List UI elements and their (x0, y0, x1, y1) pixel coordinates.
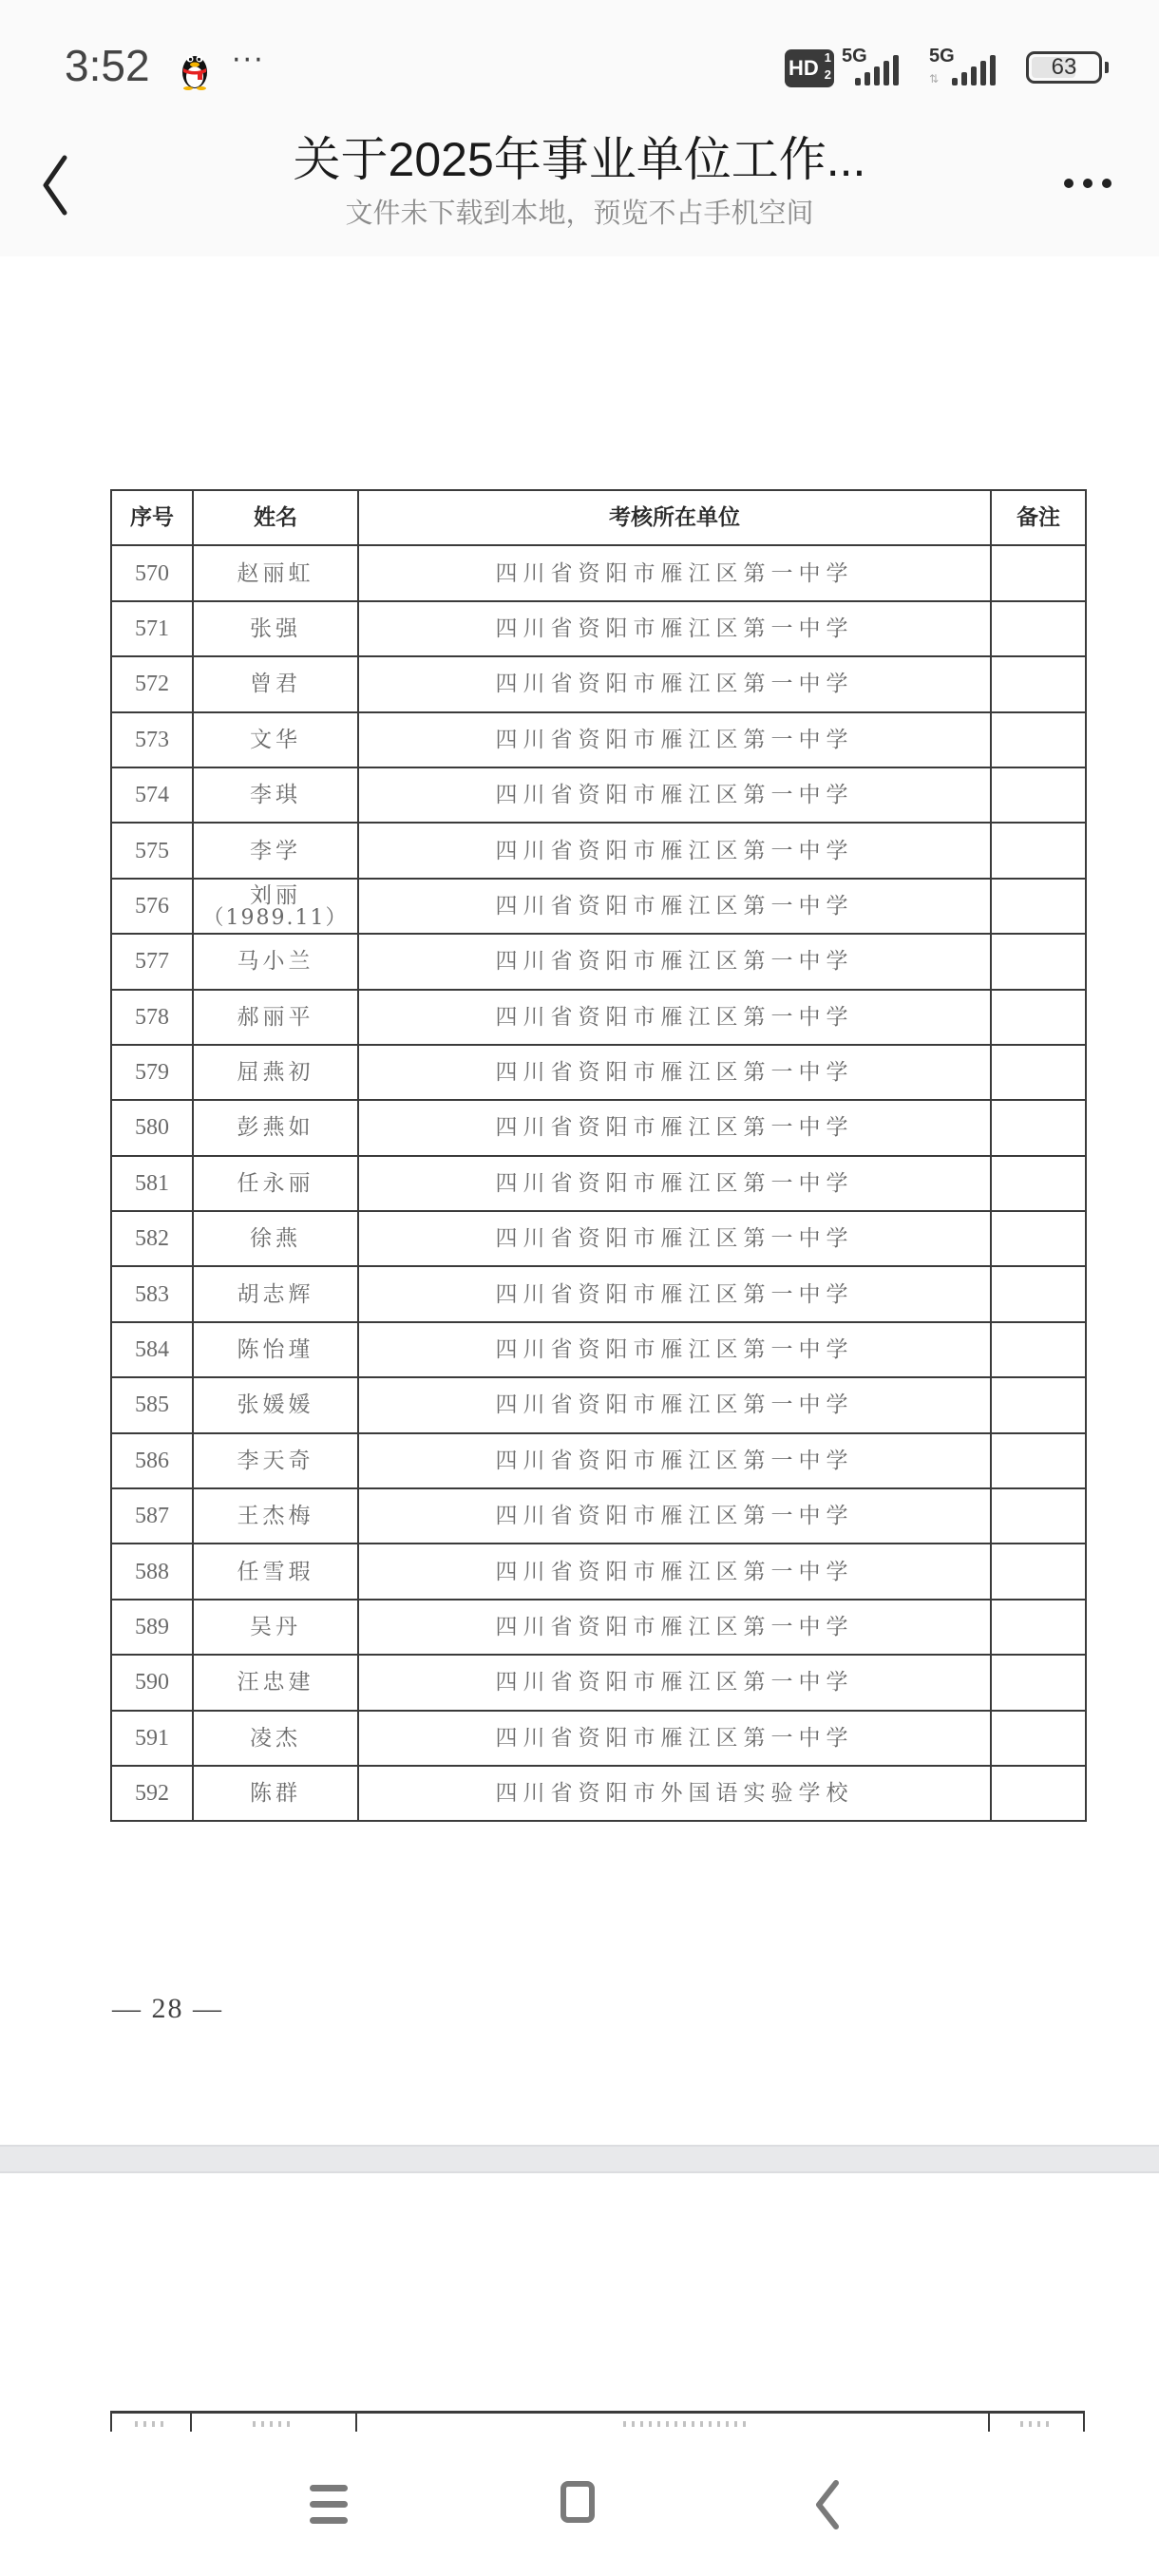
row-seq: 581 (111, 1156, 193, 1211)
table-row (111, 712, 1086, 767)
row-name-text: 陈群 (250, 1781, 301, 1807)
row-unit: 四川省资阳市雁江区第一中学 (358, 823, 991, 878)
row-name (193, 1377, 358, 1432)
row-unit: 四川省资阳市雁江区第一中学 (358, 934, 991, 989)
row-seq: 573 (111, 712, 193, 767)
row-name-text: 张强 (250, 616, 301, 641)
row-note (991, 1156, 1086, 1211)
back-button[interactable] (32, 152, 89, 218)
row-seq: 587 (111, 1488, 193, 1544)
row-name (193, 545, 358, 600)
table-row (111, 1322, 1086, 1377)
row-name-text: 汪忠建 (237, 1670, 314, 1695)
row-note (991, 1377, 1086, 1432)
row-note (991, 990, 1086, 1045)
battery-level: 63 (1051, 54, 1077, 80)
row-seq: 592 (111, 1766, 193, 1821)
row-name (193, 1655, 358, 1710)
row-name (193, 1711, 358, 1766)
row-unit: 四川省资阳市雁江区第一中学 (358, 601, 991, 656)
more-notifications-indicator: ··· (232, 44, 265, 77)
row-name (193, 1100, 358, 1155)
table-row (111, 823, 1086, 878)
column-header-note: 备注 (991, 490, 1086, 545)
row-unit: 四川省资阳市外国语实验学校 (358, 1766, 991, 1821)
row-note (991, 1600, 1086, 1655)
row-unit: 四川省资阳市雁江区第一中学 (358, 1600, 991, 1655)
preview-notice: 文件未下载到本地，预览不占手机空间 (345, 197, 814, 229)
row-name (193, 767, 358, 823)
row-name-text: 刘丽 (250, 882, 301, 908)
table-row (111, 1488, 1086, 1544)
table-row (111, 1156, 1086, 1211)
row-note (991, 1766, 1086, 1821)
row-note (991, 1655, 1086, 1710)
table-row (111, 1544, 1086, 1599)
table-row (111, 879, 1086, 934)
row-name-text: 胡志辉 (237, 1281, 314, 1307)
table-row (111, 1045, 1086, 1100)
signal-5g-sim2-icon: 5G ⇅ (929, 46, 1015, 87)
row-note (991, 1488, 1086, 1544)
table-row (111, 656, 1086, 711)
personnel-table (110, 489, 1087, 1822)
row-note (991, 1322, 1086, 1377)
signal-5g-sim1-icon: 5G (842, 46, 906, 87)
row-name-text: 任永丽 (237, 1170, 314, 1196)
row-unit: 四川省资阳市雁江区第一中学 (358, 767, 991, 823)
row-unit: 四川省资阳市雁江区第一中学 (358, 1266, 991, 1321)
row-note (991, 934, 1086, 989)
table-row (111, 1211, 1086, 1266)
row-unit: 四川省资阳市雁江区第一中学 (358, 1488, 991, 1544)
table-row (111, 934, 1086, 989)
row-unit: 四川省资阳市雁江区第一中学 (358, 1655, 991, 1710)
table-row (111, 1100, 1086, 1155)
row-unit: 四川省资阳市雁江区第一中学 (358, 1100, 991, 1155)
row-name-text: 郝丽平 (237, 1004, 314, 1030)
table-row (111, 767, 1086, 823)
row-name (193, 1211, 358, 1266)
row-unit: 四川省资阳市雁江区第一中学 (358, 1156, 991, 1211)
row-note (991, 879, 1086, 934)
next-page-table-header (110, 2411, 1085, 2432)
row-unit: 四川省资阳市雁江区第一中学 (358, 712, 991, 767)
table-row (111, 1266, 1086, 1321)
row-unit: 四川省资阳市雁江区第一中学 (358, 1711, 991, 1766)
table-row (111, 1600, 1086, 1655)
row-seq: 575 (111, 823, 193, 878)
document-title: 关于2025年事业单位工作... (293, 133, 866, 186)
row-name (193, 879, 358, 934)
system-back-button[interactable] (808, 2479, 855, 2530)
row-seq: 579 (111, 1045, 193, 1100)
row-name-text: 彭燕如 (237, 1115, 314, 1141)
recent-apps-button[interactable] (304, 2481, 352, 2529)
table-row (111, 1655, 1086, 1710)
data-activity-icon: ⇅ (929, 72, 940, 85)
row-note (991, 712, 1086, 767)
system-navigation-bar (0, 2432, 1159, 2576)
row-note (991, 601, 1086, 656)
row-name (193, 1322, 358, 1377)
home-icon (560, 2481, 595, 2523)
row-name-text: 陈怡瑾 (237, 1337, 314, 1363)
row-name (193, 1433, 358, 1488)
page-number: — 28 — (112, 1993, 223, 2024)
row-name (193, 1600, 358, 1655)
column-header-name: 姓名 (193, 490, 358, 545)
row-unit: 四川省资阳市雁江区第一中学 (358, 545, 991, 600)
row-name-text: 王杰梅 (237, 1504, 314, 1529)
back-icon (808, 2479, 855, 2530)
recent-apps-icon (310, 2485, 348, 2491)
chevron-left-icon (32, 152, 89, 218)
row-name (193, 712, 358, 767)
row-unit: 四川省资阳市雁江区第一中学 (358, 1211, 991, 1266)
column-header-unit: 考核所在单位 (358, 490, 991, 545)
row-name (193, 601, 358, 656)
row-name-text: 赵丽虹 (237, 560, 314, 586)
row-note (991, 656, 1086, 711)
more-horizontal-icon (1064, 179, 1074, 188)
row-name-text: 任雪瑕 (237, 1559, 314, 1584)
row-unit: 四川省资阳市雁江区第一中学 (358, 1544, 991, 1599)
row-unit: 四川省资阳市雁江区第一中学 (358, 1045, 991, 1100)
top-bar (0, 0, 1159, 256)
column-header-seq: 序号 (111, 490, 193, 545)
row-seq: 585 (111, 1377, 193, 1432)
row-unit: 四川省资阳市雁江区第一中学 (358, 990, 991, 1045)
row-note (991, 545, 1086, 600)
row-seq: 583 (111, 1266, 193, 1321)
table-row (111, 1766, 1086, 1821)
row-note (991, 1433, 1086, 1488)
status-time: 3:52 (65, 41, 150, 90)
hd-voice-icon: HD 1 2 (785, 49, 834, 87)
row-seq: 586 (111, 1433, 193, 1488)
row-unit: 四川省资阳市雁江区第一中学 (358, 656, 991, 711)
row-seq: 590 (111, 1655, 193, 1710)
row-seq: 589 (111, 1600, 193, 1655)
row-unit: 四川省资阳市雁江区第一中学 (358, 1322, 991, 1377)
row-note (991, 1045, 1086, 1100)
row-name (193, 1766, 358, 1821)
row-name-birthdate: （1989.11） (202, 905, 349, 930)
table-body (111, 545, 1086, 1821)
row-seq: 577 (111, 934, 193, 989)
row-seq: 588 (111, 1544, 193, 1599)
row-unit: 四川省资阳市雁江区第一中学 (358, 1377, 991, 1432)
row-note (991, 1544, 1086, 1599)
battery-icon (1026, 51, 1102, 84)
row-note (991, 1100, 1086, 1155)
row-note (991, 1266, 1086, 1321)
row-seq: 572 (111, 656, 193, 711)
row-name-text: 李天奇 (237, 1448, 314, 1473)
row-note (991, 1711, 1086, 1766)
row-unit: 四川省资阳市雁江区第一中学 (358, 879, 991, 934)
row-name-text: 凌杰 (250, 1725, 301, 1751)
table-row (111, 1377, 1086, 1432)
row-seq: 582 (111, 1211, 193, 1266)
more-options-button[interactable] (1054, 169, 1121, 198)
row-name-text: 徐燕 (250, 1226, 301, 1252)
table-row (111, 601, 1086, 656)
row-seq: 591 (111, 1711, 193, 1766)
table-row (111, 990, 1086, 1045)
row-name-text: 马小兰 (237, 949, 314, 975)
row-name-text: 李琪 (250, 783, 301, 808)
row-unit: 四川省资阳市雁江区第一中学 (358, 1433, 991, 1488)
page-separator (0, 2145, 1159, 2173)
row-name-text: 屈燕初 (237, 1060, 314, 1086)
row-name (193, 934, 358, 989)
row-seq: 580 (111, 1100, 193, 1155)
table-header-row (111, 490, 1086, 545)
row-name-text: 吴丹 (250, 1615, 301, 1639)
home-button[interactable] (551, 2479, 608, 2530)
row-seq: 578 (111, 990, 193, 1045)
row-name (193, 1156, 358, 1211)
row-seq: 584 (111, 1322, 193, 1377)
row-name (193, 1488, 358, 1544)
row-seq: 574 (111, 767, 193, 823)
qq-penguin-icon (175, 46, 215, 91)
row-name (193, 1266, 358, 1321)
table-row (111, 1433, 1086, 1488)
table-row (111, 1711, 1086, 1766)
row-name (193, 990, 358, 1045)
row-seq: 570 (111, 545, 193, 600)
row-seq: 571 (111, 601, 193, 656)
row-name (193, 1544, 358, 1599)
row-name (193, 656, 358, 711)
row-name-text: 文华 (250, 727, 301, 752)
row-note (991, 823, 1086, 878)
row-note (991, 767, 1086, 823)
row-name (193, 1045, 358, 1100)
table-row (111, 545, 1086, 600)
row-seq: 576 (111, 879, 193, 934)
row-name-text: 曾君 (250, 672, 301, 697)
row-name-text: 张媛媛 (237, 1392, 314, 1418)
row-note (991, 1211, 1086, 1266)
row-name (193, 823, 358, 878)
row-name-text: 李学 (250, 838, 301, 863)
